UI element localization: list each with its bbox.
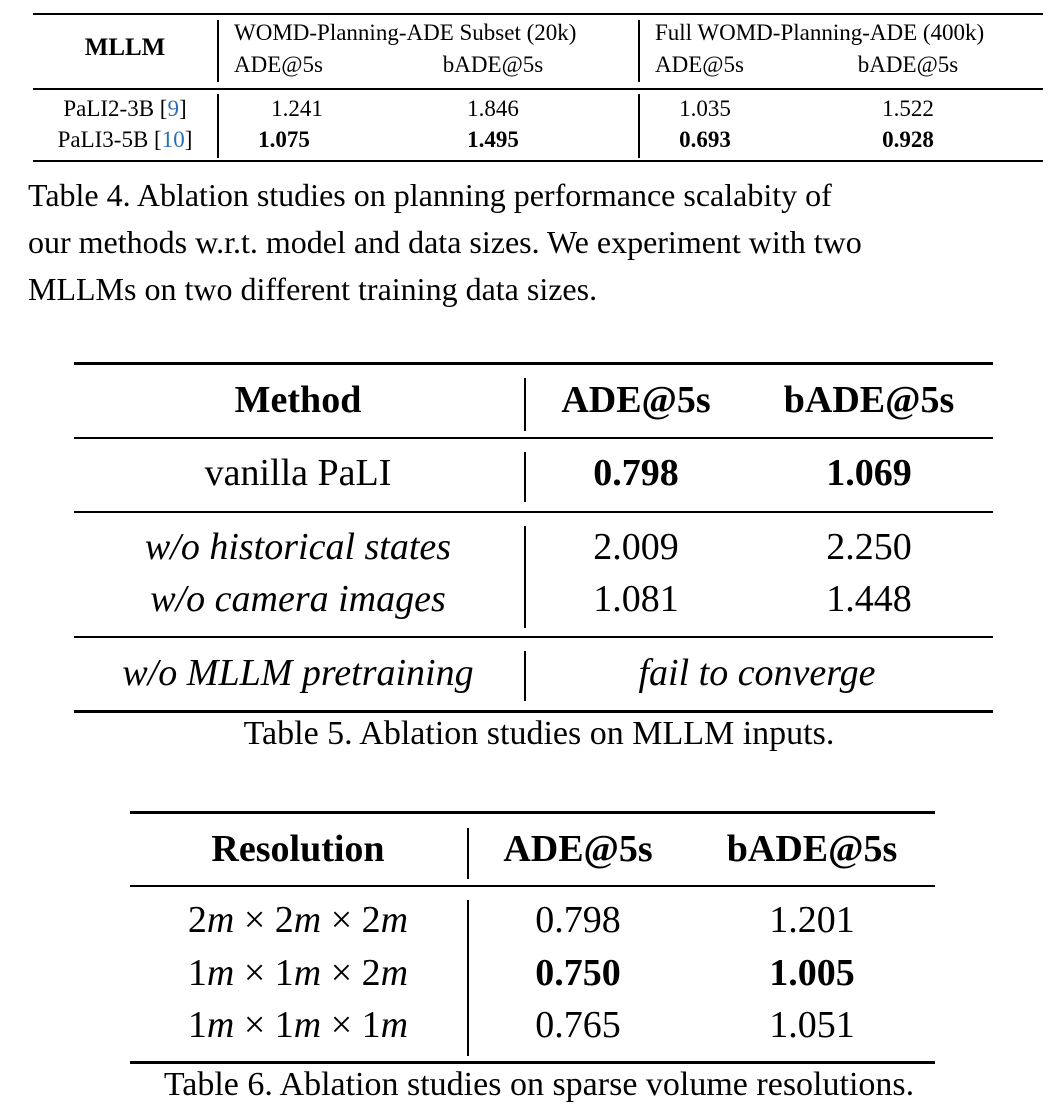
header-resolution: Resolution (211, 828, 385, 870)
table-cell: 1.051 (769, 1004, 855, 1046)
table-cell: 1.201 (769, 899, 855, 941)
column-divider (524, 452, 526, 502)
top-rule (33, 13, 1043, 15)
table-caption: Table 5. Ablation studies on MLLM inputs. (243, 715, 835, 752)
column-divider (524, 526, 526, 628)
header-bade: bADE@5s (783, 379, 955, 421)
table-cell: 1.846 (467, 96, 519, 121)
table-cell: 0.928 (882, 127, 934, 152)
header-group-full: Full WOMD-Planning-ADE (400k) (655, 20, 985, 45)
column-divider (638, 20, 640, 82)
table-row-method: w/o historical states (144, 526, 452, 568)
table-cell-span: fail to converge (638, 652, 876, 694)
rule (74, 511, 993, 513)
table-caption: Table 4. Ablation studies on planning performance scalabity of our methods w.r.t. model and data sizes. We experiment with two MLLMs on two different training data sizes. (28, 177, 862, 307)
header-method: Method (234, 379, 362, 421)
bottom-rule (130, 1061, 935, 1064)
column-divider (467, 828, 469, 879)
header-ade: ADE@5s (234, 52, 323, 77)
table-cell: 1.241 (271, 96, 323, 121)
column-divider (467, 900, 469, 1056)
header-ade: ADE@5s (503, 828, 653, 870)
table-cell: 0.765 (535, 1004, 621, 1046)
table-cell: 1.522 (882, 96, 934, 121)
top-rule (74, 362, 993, 365)
table-cell: 0.750 (535, 952, 621, 994)
table-cell: 1.075 (258, 127, 310, 152)
column-divider (524, 651, 526, 701)
table-caption: Table 6. Ablation studies on sparse volume resolutions. (163, 1066, 915, 1103)
column-divider (524, 378, 526, 431)
column-divider (638, 94, 640, 158)
table-cell: 2.009 (593, 526, 679, 568)
table-cell: 1.495 (467, 127, 519, 152)
table-cell: 1.069 (826, 452, 912, 494)
table-row-resolution: 1m × 1m × 1m (187, 1004, 409, 1046)
table-cell: 2.250 (826, 526, 912, 568)
table-row-resolution: 1m × 1m × 2m (187, 952, 409, 994)
header-ade: ADE@5s (655, 52, 744, 77)
column-divider (217, 20, 219, 82)
top-rule (130, 811, 935, 814)
citation-link[interactable]: 9 (167, 96, 179, 121)
header-bade: bADE@5s (857, 52, 959, 77)
table-row-method: w/o MLLM pretraining (122, 652, 474, 694)
mid-rule (33, 88, 1043, 90)
table-cell: 0.798 (593, 452, 679, 494)
table-cell: 0.798 (535, 899, 621, 941)
header-bade: bADE@5s (442, 52, 544, 77)
header-group-subset: WOMD-Planning-ADE Subset (20k) (234, 20, 577, 45)
bottom-rule (33, 160, 1043, 162)
table-row-model: PaLI2-3B [9] (63, 96, 187, 121)
table-cell: 1.035 (679, 96, 731, 121)
bottom-rule (74, 710, 993, 713)
table-cell: 0.693 (679, 127, 731, 152)
table-row-model: PaLI3-5B [10] (57, 127, 193, 152)
rule (130, 885, 935, 887)
rule (74, 636, 993, 638)
table-row-method: vanilla PaLI (204, 452, 392, 494)
table-cell: 1.448 (826, 578, 912, 620)
header-mllm: MLLM (84, 34, 166, 61)
table-row-resolution: 2m × 2m × 2m (187, 899, 409, 941)
header-ade: ADE@5s (561, 379, 711, 421)
rule (74, 437, 993, 439)
citation-link[interactable]: 10 (161, 127, 185, 152)
table-row-method: w/o camera images (150, 578, 446, 620)
column-divider (217, 94, 219, 158)
table-cell: 1.081 (593, 578, 679, 620)
table-cell: 1.005 (769, 952, 855, 994)
header-bade: bADE@5s (726, 828, 898, 870)
